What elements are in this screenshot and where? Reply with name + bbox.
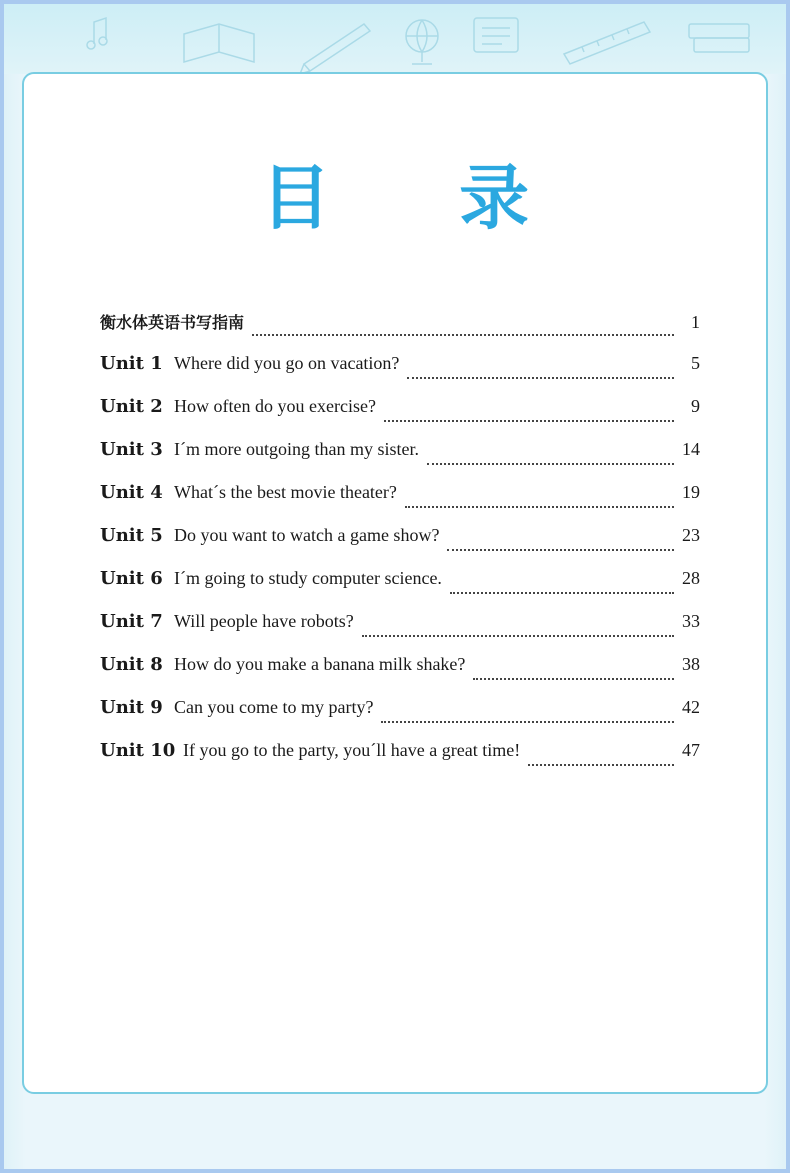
unit-label: Unit 7: [100, 611, 163, 632]
dot-leader: [450, 592, 674, 594]
dot-leader: [407, 377, 674, 379]
entry-title: How often do you exercise?: [174, 396, 376, 416]
toc-entry[interactable]: [100, 482, 700, 525]
unit-label: Unit 1: [100, 353, 163, 374]
toc-entry[interactable]: [100, 439, 700, 482]
entry-title: Can you come to my party?: [174, 697, 374, 717]
dot-leader: [405, 506, 674, 508]
unit-label: Unit 4: [100, 482, 163, 503]
page-number: 5: [691, 353, 700, 373]
toc-entry[interactable]: [100, 525, 700, 568]
page-number: 14: [682, 439, 700, 459]
unit-label: Unit 2: [100, 396, 163, 417]
toc-entry[interactable]: [100, 568, 700, 611]
toc-entry[interactable]: [100, 654, 700, 697]
unit-label: Unit 6: [100, 568, 163, 589]
unit-label: Unit 9: [100, 697, 163, 718]
entry-title: What´s the best movie theater?: [174, 482, 397, 502]
toc-entry[interactable]: [100, 697, 700, 740]
page-number: 19: [682, 482, 700, 502]
unit-label: Unit 3: [100, 439, 163, 460]
entry-title: Do you want to watch a game show?: [174, 525, 440, 545]
dot-leader: [447, 549, 674, 551]
entry-title: 衡水体英语书写指南: [100, 313, 245, 332]
book-stack-icon: [689, 24, 749, 52]
page-number: 23: [682, 525, 700, 545]
book-icon: [184, 24, 254, 62]
dot-leader: [252, 334, 674, 336]
page-number: 38: [682, 654, 700, 674]
unit-label: Unit 10: [100, 740, 176, 761]
dot-leader: [528, 764, 674, 766]
notebook-icon: [474, 18, 518, 52]
page-title: 目 录: [260, 156, 582, 239]
entry-title: Will people have robots?: [174, 611, 354, 631]
pencil-icon: [300, 24, 370, 74]
dot-leader: [362, 635, 674, 637]
page-number: 9: [691, 396, 700, 416]
unit-label: Unit 8: [100, 654, 163, 675]
music-note-icon: [87, 18, 107, 49]
toc-entry[interactable]: [100, 611, 700, 654]
entry-title: How do you make a banana milk shake?: [174, 654, 466, 674]
unit-label: Unit 5: [100, 525, 163, 546]
dot-leader: [384, 420, 674, 422]
toc-entry[interactable]: [100, 353, 700, 396]
globe-icon: [406, 20, 438, 64]
page-number: 33: [682, 611, 700, 631]
toc-entry[interactable]: [100, 740, 700, 783]
page-number: 28: [682, 568, 700, 588]
entry-title: Where did you go on vacation?: [174, 353, 400, 373]
page-number: 1: [691, 312, 700, 332]
page-number: 47: [682, 740, 700, 760]
entry-title: I´m going to study computer science.: [174, 568, 442, 588]
entry-title: I´m more outgoing than my sister.: [174, 439, 419, 459]
page-number: 42: [682, 697, 700, 717]
toc-entry[interactable]: [100, 310, 700, 353]
dot-leader: [473, 678, 674, 680]
table-of-contents: [100, 310, 700, 783]
toc-entry[interactable]: [100, 396, 700, 439]
ruler-icon: [564, 22, 650, 64]
toc-panel: [22, 72, 768, 1094]
dot-leader: [381, 721, 674, 723]
entry-title: If you go to the party, you´ll have a great time!: [183, 740, 521, 760]
dot-leader: [427, 463, 674, 465]
